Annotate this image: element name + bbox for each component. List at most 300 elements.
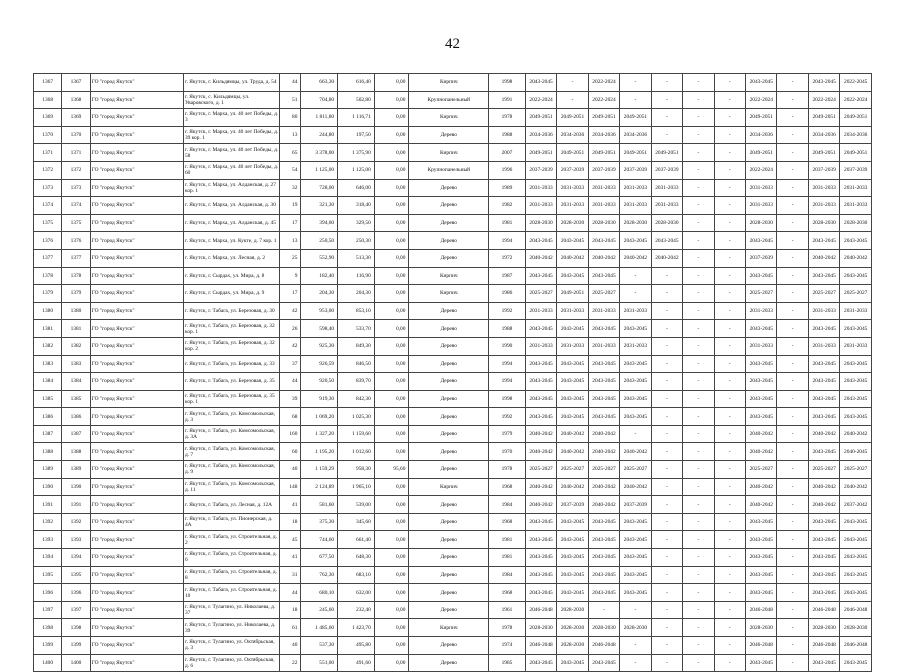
- living-area-cell: 632,00: [338, 584, 375, 602]
- build-year-cell: 1982: [489, 197, 526, 215]
- owner-name-cell: ГО "город Якутск": [90, 302, 183, 320]
- repair-term-1-cell: 2040-2042: [525, 249, 556, 267]
- owner-name-cell: ГО "город Якутск": [90, 74, 183, 92]
- repair-term-8-cell: 2034-2036: [746, 126, 777, 144]
- table-row: [34, 285, 872, 303]
- repair-term-11-cell: 2037-2039: [840, 161, 872, 179]
- repair-term-2-cell: 2037-2039: [557, 161, 588, 179]
- repair-term-9-cell: -: [777, 584, 808, 602]
- repair-term-9-cell: -: [777, 513, 808, 531]
- repair-term-6-cell: -: [683, 302, 714, 320]
- repair-term-9-cell: -: [777, 320, 808, 338]
- housing-registry-table: [33, 73, 872, 672]
- wall-material-cell: Кирпич: [409, 619, 489, 637]
- repair-term-3-cell: 2043-2045: [588, 654, 619, 672]
- house-id-cell: 1400: [62, 654, 90, 672]
- table-row: [34, 267, 872, 285]
- address-cell: г. Якутск, г. Тулагино, ул. Октябрьская, д. 3: [183, 637, 279, 655]
- build-year-cell: 1987: [489, 267, 526, 285]
- repair-term-7-cell: -: [714, 549, 745, 567]
- apartments-count-cell: 37: [280, 355, 301, 373]
- build-year-cell: 1978: [489, 461, 526, 479]
- repair-term-10-cell: 2022-2024: [808, 91, 839, 109]
- repair-term-5-cell: -: [651, 619, 682, 637]
- table-row: [34, 144, 872, 162]
- build-year-cell: 1994: [489, 373, 526, 391]
- table-row: [34, 355, 872, 373]
- wall-material-cell: Дерево: [409, 461, 489, 479]
- nonresidential-area-cell: 0,00: [374, 267, 409, 285]
- build-year-cell: 1992: [489, 408, 526, 426]
- total-area-cell: 375,30: [301, 513, 338, 531]
- repair-term-1-cell: 2043-2045: [525, 390, 556, 408]
- repair-term-4-cell: 2031-2033: [620, 197, 651, 215]
- repair-term-5-cell: -: [651, 408, 682, 426]
- repair-term-7-cell: -: [714, 337, 745, 355]
- repair-term-9-cell: -: [777, 109, 808, 127]
- owner-name-cell: ГО "город Якутск": [90, 584, 183, 602]
- table-row: [34, 531, 872, 549]
- repair-term-1-cell: 2043-2045: [525, 566, 556, 584]
- repair-term-1-cell: 2043-2045: [525, 267, 556, 285]
- house-id-cell: 1374: [62, 197, 90, 215]
- row-number-cell: 1372: [34, 161, 62, 179]
- repair-term-6-cell: -: [683, 390, 714, 408]
- repair-term-3-cell: 2028-2030: [588, 619, 619, 637]
- house-id-cell: 1393: [62, 531, 90, 549]
- repair-term-4-cell: 2043-2045: [620, 373, 651, 391]
- wall-material-cell: Дерево: [409, 232, 489, 250]
- repair-term-2-cell: 2028-2030: [557, 601, 588, 619]
- repair-term-5-cell: -: [651, 390, 682, 408]
- wall-material-cell: Кирпич: [409, 74, 489, 92]
- wall-material-cell: Дерево: [409, 337, 489, 355]
- repair-term-6-cell: -: [683, 355, 714, 373]
- owner-name-cell: ГО "город Якутск": [90, 109, 183, 127]
- address-cell: г. Якутск, г. Тулагино, ул. Николаева, д. 39: [183, 619, 279, 637]
- repair-term-6-cell: -: [683, 144, 714, 162]
- repair-term-3-cell: 2037-2039: [588, 161, 619, 179]
- repair-term-1-cell: 2046-2048: [525, 601, 556, 619]
- wall-material-cell: Дерево: [409, 390, 489, 408]
- total-area-cell: 744,60: [301, 531, 338, 549]
- total-area-cell: 925,30: [301, 337, 338, 355]
- owner-name-cell: ГО "город Якутск": [90, 126, 183, 144]
- repair-term-5-cell: -: [651, 566, 682, 584]
- repair-term-4-cell: 2043-2045: [620, 513, 651, 531]
- table-row: [34, 179, 872, 197]
- house-id-cell: 1369: [62, 109, 90, 127]
- wall-material-cell: Крупнопанельный: [409, 91, 489, 109]
- repair-term-3-cell: 2025-2027: [588, 285, 619, 303]
- address-cell: г. Якутск, г. Табага, ул. Комсомольская, д. 3: [183, 408, 279, 426]
- repair-term-4-cell: 2043-2045: [620, 320, 651, 338]
- repair-term-4-cell: -: [620, 637, 651, 655]
- repair-term-7-cell: -: [714, 566, 745, 584]
- repair-term-3-cell: -: [588, 601, 619, 619]
- repair-term-9-cell: -: [777, 197, 808, 215]
- total-area-cell: 551,00: [301, 654, 338, 672]
- repair-term-11-cell: 2043-2045: [840, 232, 872, 250]
- repair-term-9-cell: -: [777, 161, 808, 179]
- address-cell: г. Якутск, г. Табага, ул. Строительная, д. 2: [183, 531, 279, 549]
- row-number-cell: 1371: [34, 144, 62, 162]
- wall-material-cell: Дерево: [409, 373, 489, 391]
- repair-term-4-cell: 2031-2033: [620, 302, 651, 320]
- repair-term-3-cell: 2031-2033: [588, 302, 619, 320]
- repair-term-8-cell: 2043-2045: [746, 355, 777, 373]
- repair-term-11-cell: 2031-2033: [840, 179, 872, 197]
- repair-term-10-cell: 2043-2045: [808, 549, 839, 567]
- row-number-cell: 1368: [34, 91, 62, 109]
- repair-term-11-cell: 2043-2045: [840, 513, 872, 531]
- repair-term-2-cell: 2043-2045: [557, 320, 588, 338]
- repair-term-5-cell: 2043-2045: [651, 232, 682, 250]
- owner-name-cell: ГО "город Якутск": [90, 267, 183, 285]
- house-id-cell: 1385: [62, 390, 90, 408]
- repair-term-10-cell: 2028-2030: [808, 214, 839, 232]
- repair-term-7-cell: -: [714, 478, 745, 496]
- living-area-cell: 232,40: [338, 601, 375, 619]
- living-area-cell: 661,40: [338, 531, 375, 549]
- total-area-cell: 680,10: [301, 584, 338, 602]
- repair-term-9-cell: -: [777, 373, 808, 391]
- owner-name-cell: ГО "город Якутск": [90, 619, 183, 637]
- repair-term-10-cell: 2043-2045: [808, 232, 839, 250]
- living-area-cell: 539,00: [338, 496, 375, 514]
- address-cell: г. Якутск, г. Сырдах, ул. Мира, д. 9: [183, 285, 279, 303]
- nonresidential-area-cell: 0,00: [374, 302, 409, 320]
- repair-term-2-cell: 2031-2033: [557, 302, 588, 320]
- apartments-count-cell: 13: [280, 126, 301, 144]
- repair-term-2-cell: 2049-2051: [557, 285, 588, 303]
- build-year-cell: 1978: [489, 109, 526, 127]
- living-area-cell: 1 965,10: [338, 478, 375, 496]
- repair-term-2-cell: 2043-2045: [557, 267, 588, 285]
- repair-term-8-cell: 2025-2027: [746, 461, 777, 479]
- address-cell: г. Якутск, г. Табага, ул. Березовая, д. 30: [183, 302, 279, 320]
- owner-name-cell: ГО "город Якутск": [90, 214, 183, 232]
- nonresidential-area-cell: 0,00: [374, 91, 409, 109]
- nonresidential-area-cell: 0,00: [374, 584, 409, 602]
- repair-term-2-cell: 2043-2045: [557, 531, 588, 549]
- row-number-cell: 1389: [34, 461, 62, 479]
- owner-name-cell: ГО "город Якутск": [90, 179, 183, 197]
- repair-term-8-cell: 2040-2042: [746, 496, 777, 514]
- repair-term-10-cell: 2043-2045: [808, 531, 839, 549]
- total-area-cell: 1 159,29: [301, 461, 338, 479]
- address-cell: г. Якутск, г. Марха, ул. Алданская, д. 27 кор. 1: [183, 179, 279, 197]
- owner-name-cell: ГО "город Якутск": [90, 91, 183, 109]
- nonresidential-area-cell: 0,00: [374, 249, 409, 267]
- repair-term-3-cell: 2025-2027: [588, 461, 619, 479]
- build-year-cell: 1968: [489, 513, 526, 531]
- repair-term-7-cell: -: [714, 126, 745, 144]
- repair-term-6-cell: -: [683, 126, 714, 144]
- repair-term-8-cell: 2043-2045: [746, 513, 777, 531]
- build-year-cell: 1988: [489, 320, 526, 338]
- living-area-cell: 491,60: [338, 654, 375, 672]
- repair-term-9-cell: -: [777, 478, 808, 496]
- house-id-cell: 1376: [62, 232, 90, 250]
- repair-term-8-cell: 2040-2042: [746, 478, 777, 496]
- house-id-cell: 1390: [62, 478, 90, 496]
- address-cell: г. Якутск, г. Табага, ул. Строительная, д. 8: [183, 566, 279, 584]
- repair-term-11-cell: 2031-2033: [840, 337, 872, 355]
- repair-term-4-cell: 2037-2039: [620, 161, 651, 179]
- table-row: [34, 654, 872, 672]
- repair-term-6-cell: -: [683, 601, 714, 619]
- repair-term-7-cell: -: [714, 109, 745, 127]
- row-number-cell: 1397: [34, 601, 62, 619]
- repair-term-9-cell: -: [777, 249, 808, 267]
- row-number-cell: 1395: [34, 566, 62, 584]
- repair-term-10-cell: 2043-2045: [808, 566, 839, 584]
- repair-term-1-cell: 2031-2033: [525, 197, 556, 215]
- wall-material-cell: Дерево: [409, 214, 489, 232]
- owner-name-cell: ГО "город Якутск": [90, 425, 183, 443]
- repair-term-6-cell: -: [683, 373, 714, 391]
- row-number-cell: 1394: [34, 549, 62, 567]
- repair-term-1-cell: 2049-2051: [525, 109, 556, 127]
- table-row: [34, 461, 872, 479]
- build-year-cell: 1992: [489, 302, 526, 320]
- repair-term-8-cell: 2022-2024: [746, 91, 777, 109]
- nonresidential-area-cell: 0,00: [374, 214, 409, 232]
- repair-term-11-cell: 2043-2045: [840, 355, 872, 373]
- living-area-cell: 1 423,70: [338, 619, 375, 637]
- nonresidential-area-cell: 0,00: [374, 408, 409, 426]
- table-row: [34, 601, 872, 619]
- repair-term-7-cell: -: [714, 425, 745, 443]
- total-area-cell: 321,30: [301, 197, 338, 215]
- repair-term-5-cell: -: [651, 654, 682, 672]
- repair-term-1-cell: 2040-2042: [525, 478, 556, 496]
- repair-term-8-cell: 2043-2045: [746, 549, 777, 567]
- row-number-cell: 1400: [34, 654, 62, 672]
- repair-term-1-cell: 2043-2045: [525, 232, 556, 250]
- owner-name-cell: ГО "город Якутск": [90, 144, 183, 162]
- repair-term-5-cell: 2037-2039: [651, 161, 682, 179]
- repair-term-2-cell: 2028-2030: [557, 619, 588, 637]
- living-area-cell: 1 012,60: [338, 443, 375, 461]
- table-row: [34, 126, 872, 144]
- repair-term-2-cell: 2040-2042: [557, 478, 588, 496]
- repair-term-11-cell: 2043-2045: [840, 320, 872, 338]
- repair-term-7-cell: -: [714, 74, 745, 92]
- nonresidential-area-cell: 0,00: [374, 478, 409, 496]
- repair-term-6-cell: -: [683, 91, 714, 109]
- repair-term-5-cell: -: [651, 637, 682, 655]
- address-cell: г. Якутск, г. Табага, ул. Строительная, д. 10: [183, 584, 279, 602]
- wall-material-cell: Дерево: [409, 531, 489, 549]
- repair-term-9-cell: -: [777, 443, 808, 461]
- repair-term-10-cell: 2046-2048: [808, 601, 839, 619]
- house-id-cell: 1379: [62, 285, 90, 303]
- repair-term-7-cell: -: [714, 601, 745, 619]
- repair-term-10-cell: 2025-2027: [808, 461, 839, 479]
- row-number-cell: 1375: [34, 214, 62, 232]
- repair-term-6-cell: -: [683, 513, 714, 531]
- repair-term-11-cell: 2043-2045: [840, 584, 872, 602]
- repair-term-10-cell: 2043-2045: [808, 74, 839, 92]
- repair-term-7-cell: -: [714, 531, 745, 549]
- row-number-cell: 1379: [34, 285, 62, 303]
- repair-term-3-cell: 2040-2042: [588, 478, 619, 496]
- owner-name-cell: ГО "город Якутск": [90, 461, 183, 479]
- build-year-cell: 1981: [489, 549, 526, 567]
- repair-term-4-cell: 2049-2051: [620, 144, 651, 162]
- total-area-cell: 537,30: [301, 637, 338, 655]
- repair-term-3-cell: 2043-2045: [588, 566, 619, 584]
- house-id-cell: 1388: [62, 443, 90, 461]
- repair-term-3-cell: 2022-2024: [588, 91, 619, 109]
- apartments-count-cell: 80: [280, 109, 301, 127]
- apartments-count-cell: 42: [280, 302, 301, 320]
- wall-material-cell: Дерево: [409, 249, 489, 267]
- row-number-cell: 1378: [34, 267, 62, 285]
- repair-term-10-cell: 2049-2051: [808, 144, 839, 162]
- wall-material-cell: Дерево: [409, 496, 489, 514]
- address-cell: г. Якутск, г. Табага, ул. Березовая, д. 32 кор. 1: [183, 320, 279, 338]
- address-cell: г. Якутск, г. Кильдямцы, ул. Труда, д. 54: [183, 74, 279, 92]
- repair-term-9-cell: -: [777, 74, 808, 92]
- repair-term-5-cell: -: [651, 267, 682, 285]
- repair-term-7-cell: -: [714, 619, 745, 637]
- row-number-cell: 1385: [34, 390, 62, 408]
- wall-material-cell: Дерево: [409, 549, 489, 567]
- repair-term-10-cell: 2043-2045: [808, 373, 839, 391]
- living-area-cell: 502,80: [338, 91, 375, 109]
- repair-term-8-cell: 2031-2033: [746, 197, 777, 215]
- living-area-cell: 853,10: [338, 302, 375, 320]
- owner-name-cell: ГО "город Якутск": [90, 320, 183, 338]
- total-area-cell: 762,30: [301, 566, 338, 584]
- row-number-cell: 1396: [34, 584, 62, 602]
- total-area-cell: 182,40: [301, 267, 338, 285]
- address-cell: г. Якутск, г. Марха, ул. 40 лет Победы, д. 58: [183, 144, 279, 162]
- repair-term-11-cell: 2049-2051: [840, 109, 872, 127]
- apartments-count-cell: 160: [280, 425, 301, 443]
- repair-term-9-cell: -: [777, 144, 808, 162]
- repair-term-9-cell: -: [777, 91, 808, 109]
- owner-name-cell: ГО "город Якутск": [90, 408, 183, 426]
- house-id-cell: 1392: [62, 513, 90, 531]
- repair-term-11-cell: 2043-2045: [840, 373, 872, 391]
- build-year-cell: 1974: [489, 637, 526, 655]
- table-row: [34, 197, 872, 215]
- row-number-cell: 1369: [34, 109, 62, 127]
- address-cell: г. Якутск, г. Табага, ул. Березовая, д. 35: [183, 373, 279, 391]
- repair-term-4-cell: 2037-2039: [620, 496, 651, 514]
- repair-term-3-cell: 2028-2030: [588, 214, 619, 232]
- repair-term-6-cell: -: [683, 249, 714, 267]
- row-number-cell: 1393: [34, 531, 62, 549]
- repair-term-3-cell: 2049-2051: [588, 109, 619, 127]
- wall-material-cell: Дерево: [409, 126, 489, 144]
- total-area-cell: 1 485,60: [301, 619, 338, 637]
- repair-term-10-cell: 2040-2042: [808, 425, 839, 443]
- wall-material-cell: Дерево: [409, 425, 489, 443]
- repair-term-11-cell: 2043-2045: [840, 267, 872, 285]
- house-id-cell: 1377: [62, 249, 90, 267]
- row-number-cell: 1380: [34, 302, 62, 320]
- owner-name-cell: ГО "город Якутск": [90, 549, 183, 567]
- owner-name-cell: ГО "город Якутск": [90, 232, 183, 250]
- wall-material-cell: Дерево: [409, 513, 489, 531]
- repair-term-3-cell: 2043-2045: [588, 320, 619, 338]
- repair-term-4-cell: 2028-2030: [620, 214, 651, 232]
- repair-term-8-cell: 2040-2042: [746, 425, 777, 443]
- build-year-cell: 1986: [489, 285, 526, 303]
- repair-term-2-cell: 2031-2033: [557, 179, 588, 197]
- repair-term-11-cell: 2031-2033: [840, 302, 872, 320]
- repair-term-7-cell: -: [714, 161, 745, 179]
- repair-term-2-cell: 2031-2033: [557, 197, 588, 215]
- repair-term-11-cell: 2040-2045: [840, 443, 872, 461]
- house-id-cell: 1389: [62, 461, 90, 479]
- repair-term-7-cell: -: [714, 197, 745, 215]
- repair-term-7-cell: -: [714, 91, 745, 109]
- repair-term-5-cell: -: [651, 461, 682, 479]
- apartments-count-cell: 40: [280, 461, 301, 479]
- address-cell: г. Якутск, г. Марха, ул. Алданская, д. 45: [183, 214, 279, 232]
- repair-term-6-cell: -: [683, 337, 714, 355]
- repair-term-1-cell: 2034-2036: [525, 126, 556, 144]
- repair-term-2-cell: 2043-2045: [557, 549, 588, 567]
- repair-term-7-cell: -: [714, 461, 745, 479]
- repair-term-5-cell: -: [651, 355, 682, 373]
- repair-term-4-cell: 2040-2042: [620, 249, 651, 267]
- house-id-cell: 1387: [62, 425, 90, 443]
- repair-term-2-cell: 2043-2045: [557, 373, 588, 391]
- repair-term-9-cell: -: [777, 267, 808, 285]
- repair-term-11-cell: 2049-2051: [840, 144, 872, 162]
- repair-term-10-cell: 2025-2027: [808, 285, 839, 303]
- repair-term-4-cell: 2043-2045: [620, 584, 651, 602]
- repair-term-5-cell: 2040-2042: [651, 249, 682, 267]
- repair-term-10-cell: 2040-2042: [808, 496, 839, 514]
- build-year-cell: 1996: [489, 161, 526, 179]
- owner-name-cell: ГО "город Якутск": [90, 337, 183, 355]
- repair-term-5-cell: -: [651, 443, 682, 461]
- repair-term-3-cell: 2040-2042: [588, 249, 619, 267]
- nonresidential-area-cell: 0,00: [374, 197, 409, 215]
- repair-term-10-cell: 2046-2048: [808, 637, 839, 655]
- repair-term-3-cell: 2043-2045: [588, 373, 619, 391]
- repair-term-5-cell: -: [651, 109, 682, 127]
- repair-term-2-cell: 2031-2033: [557, 337, 588, 355]
- nonresidential-area-cell: 0,00: [374, 320, 409, 338]
- repair-term-7-cell: -: [714, 179, 745, 197]
- repair-term-10-cell: 2043-2045: [808, 390, 839, 408]
- repair-term-11-cell: 2022-2045: [840, 74, 872, 92]
- repair-term-2-cell: 2040-2042: [557, 249, 588, 267]
- repair-term-5-cell: -: [651, 601, 682, 619]
- repair-term-6-cell: -: [683, 461, 714, 479]
- living-area-cell: 1 125,00: [338, 161, 375, 179]
- wall-material-cell: Дерево: [409, 584, 489, 602]
- total-area-cell: 598,40: [301, 320, 338, 338]
- table-row: [34, 91, 872, 109]
- repair-term-2-cell: 2043-2045: [557, 355, 588, 373]
- address-cell: г. Якутск, г. Табага, ул. Комсомольская, д. 11: [183, 478, 279, 496]
- apartments-count-cell: 42: [280, 337, 301, 355]
- nonresidential-area-cell: 0,00: [374, 109, 409, 127]
- house-id-cell: 1382: [62, 337, 90, 355]
- repair-term-11-cell: 2025-2027: [840, 285, 872, 303]
- owner-name-cell: ГО "город Якутск": [90, 443, 183, 461]
